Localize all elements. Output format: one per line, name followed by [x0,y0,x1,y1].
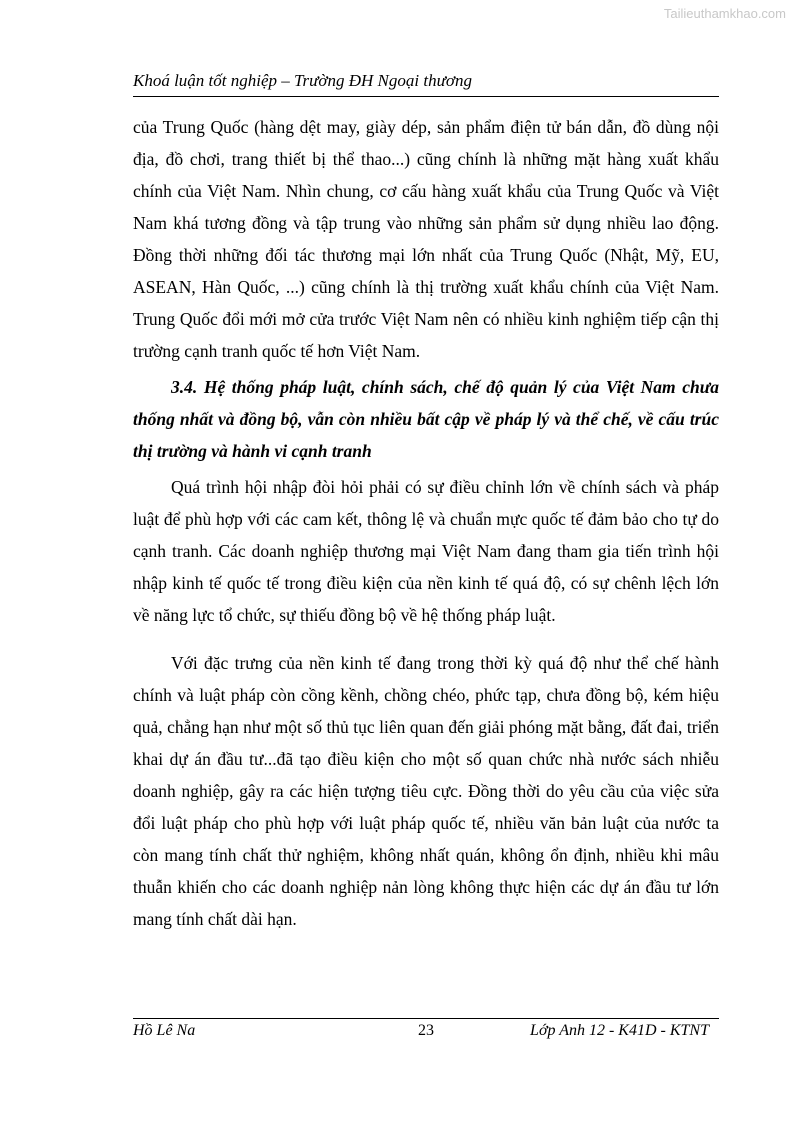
header-title: Khoá luận tốt nghiệp – Trường ĐH Ngoại thương [133,71,472,90]
page-footer [133,1018,719,1044]
paragraph: Với đặc trưng của nền kinh tế đang trong thời kỳ quá độ như thể chế hành chính và luật pháp còn cồng kềnh, chồng chéo, phức tạp, chưa đồng bộ, kém hiệu quả, chẳng hạn như một số thủ tục liên quan đến giải phóng mặt bằng, đất đai, triển khai dự án đầu tư...đã tạo điều kiện cho một số quan chức nhà nước sách nhiễu doanh nghiệp, gây ra các hiện tượng tiêu cực. Đồng thời do yêu cầu của việc sửa đổi luật pháp cho phù hợp với luật pháp quốc tế, nhiều văn bản luật của nước ta còn mang tính chất thử nghiệm, không nhất quán, không ổn định, nhiều khi mâu thuẫn khiến cho các doanh nghiệp nản lòng không thực hiện các dự án đầu tư lớn mang tính chất dài hạn. [133,653,719,929]
paragraph-continued: của Trung Quốc (hàng dệt may, giày dép, sản phẩm điện tử bán dẫn, đồ dùng nội địa, đồ chơi, trang thiết bị thể thao...) cũng chính là những mặt hàng xuất khẩu chính của Việt Nam. Nhìn chung, cơ cấu hàng xuất khẩu của Trung Quốc và Việt Nam khá tương đồng và tập trung vào những sản phẩm sử dụng nhiều lao động. Đồng thời những đối tác thương mại lớn nhất của Trung Quốc (Nhật, Mỹ, EU, ASEAN, Hàn Quốc, ...) cũng chính là thị trường xuất khẩu chính của Việt Nam. Trung Quốc đổi mới mở cửa trước Việt Nam nên có nhiều kinh nghiệm tiếp cận thị trường cạnh tranh quốc tế hơn Việt Nam. [133,117,719,361]
paragraph: Quá trình hội nhập đòi hỏi phải có sự điều chỉnh lớn về chính sách và pháp luật để phù hợp với các cam kết, thông lệ và chuẩn mực quốc tế đảm bảo cho tự do cạnh tranh. Các doanh nghiệp thương mại Việt Nam đang tham gia tiến trình hội nhập kinh tế quốc tế trong điều kiện của nền kinh tế quá độ, có sự chênh lệch lớn về năng lực tổ chức, sự thiếu đồng bộ về hệ thống pháp luật. [133,477,719,625]
page-number: 23 [418,1022,434,1039]
footer-class-info: Lớp Anh 12 - K41D - KTNT [530,1022,709,1039]
watermark-text: Tailieuthamkhao.com [663,6,786,21]
section-heading: 3.4. Hệ thống pháp luật, chính sách, chế độ quản lý của Việt Nam chưa thống nhất và đồng bộ, vẫn còn nhiều bất cập về pháp lý và thể chế, về cấu trúc thị trường và hành vi cạnh tranh [133,377,719,461]
footer-author: Hồ Lê Na [133,1022,196,1039]
page-body [133,111,719,935]
page-header [133,71,719,97]
